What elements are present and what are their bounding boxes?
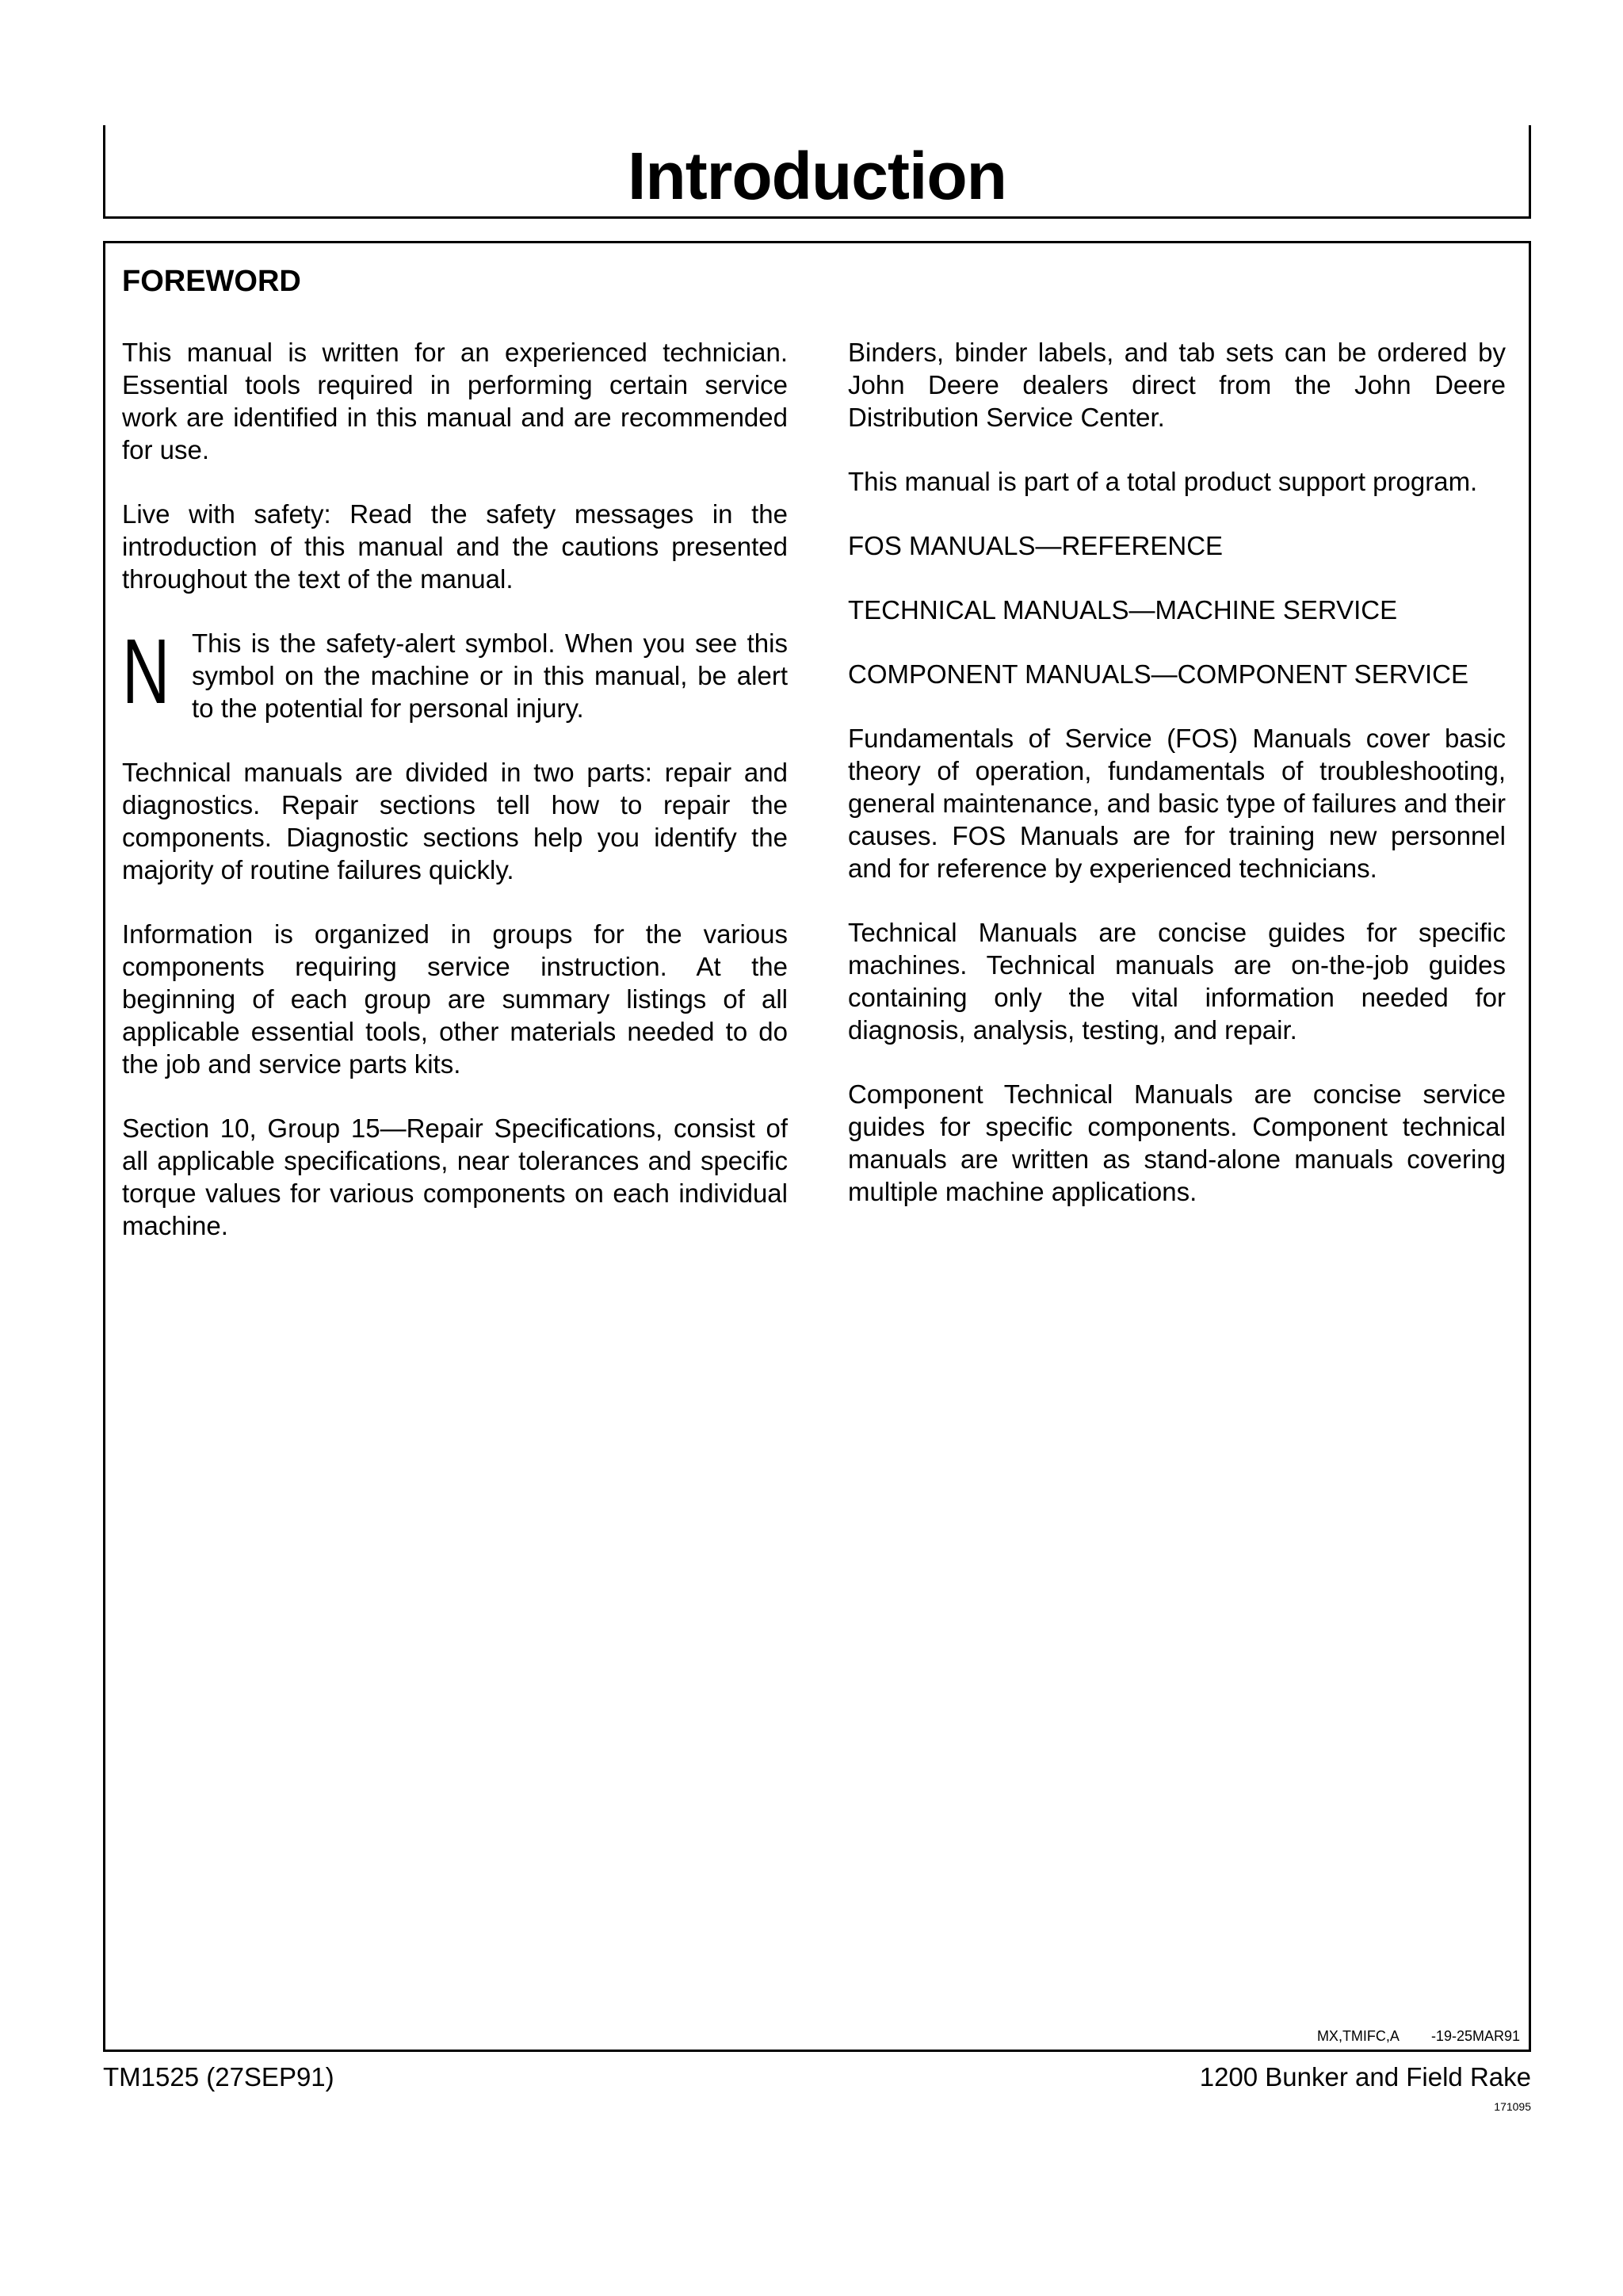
paragraph-information-groups: Information is organized in groups for the various components requiring service instruction. At the beginning of each group are summary listings of all applicable essential tools, other materials needed to do the job and service parts kits. — [122, 919, 788, 1079]
heading-component-manuals: COMPONENT MANUALS—COMPONENT SERVICE — [848, 659, 1468, 689]
page-title: Introduction — [628, 139, 1006, 213]
section-heading: FOREWORD — [122, 265, 301, 298]
right-column — [848, 336, 1506, 1240]
safety-alert-icon: N — [122, 620, 170, 723]
page-number: 171095 — [1494, 2100, 1531, 2113]
document-code-date: -19-25MAR91 — [1430, 2028, 1520, 2044]
paragraph-technical-manuals-desc: Technical Manuals are concise guides for specific machines. Technical manuals are on-the-job guides containing only the vital information needed for diagnosis, analysis, testing, and repair. — [848, 918, 1506, 1045]
paragraph-repair-specifications: Section 10, Group 15—Repair Specifications, consist of all applicable specifications, near tolerances and specific torque values for various components on each individual machine. — [122, 1114, 788, 1240]
safety-alert-text: This is the safety-alert symbol. When you see this symbol on the machine or in this manual, be alert to the potential for personal injury. — [192, 628, 788, 723]
safety-alert-block — [122, 620, 788, 724]
document-code-id: MX,TMIFC,A — [1316, 2028, 1400, 2044]
document-code — [1317, 2029, 1520, 2043]
paragraph-component-manuals-desc: Component Technical Manuals are concise service guides for specific components. Component technical manuals are written as stand-alone manuals covering multiple machine applications. — [848, 1079, 1506, 1206]
manual-id: TM1525 (27SEP91) — [103, 2062, 334, 2092]
paragraph-fos-manuals: Fundamentals of Service (FOS) Manuals cover basic theory of operation, fundamentals of troubleshooting, general maintenance, and basic type of failures and their causes. FOS Manuals are for training new personnel and for reference by experienced technicians. — [848, 724, 1506, 883]
paragraph-live-with-safety: Live with safety: Read the safety messages in the introduction of this manual and the cautions presented throughout the text of the manual. — [122, 499, 788, 594]
paragraph-technical-manuals: Technical manuals are divided in two parts: repair and diagnostics. Repair sections tell how to repair the components. Diagnostic sections help you identify the majority of routine failures quickly. — [122, 758, 788, 884]
paragraph-product-support: This manual is part of a total product support program. — [848, 467, 1478, 496]
paragraph-intro: This manual is written for an experienced technician. Essential tools required in performing certain service work are identified in this manual and are recommended for use. — [122, 338, 788, 464]
paragraph-binders: Binders, binder labels, and tab sets can be ordered by John Deere dealers direct from the John Deere Distribution Service Center. — [848, 338, 1506, 432]
heading-technical-manuals: TECHNICAL MANUALS—MACHINE SERVICE — [848, 595, 1398, 625]
title-frame — [103, 125, 1531, 219]
product-name: 1200 Bunker and Field Rake — [1199, 2062, 1531, 2092]
left-column — [122, 336, 788, 1274]
heading-fos-manuals: FOS MANUALS—REFERENCE — [848, 531, 1224, 560]
